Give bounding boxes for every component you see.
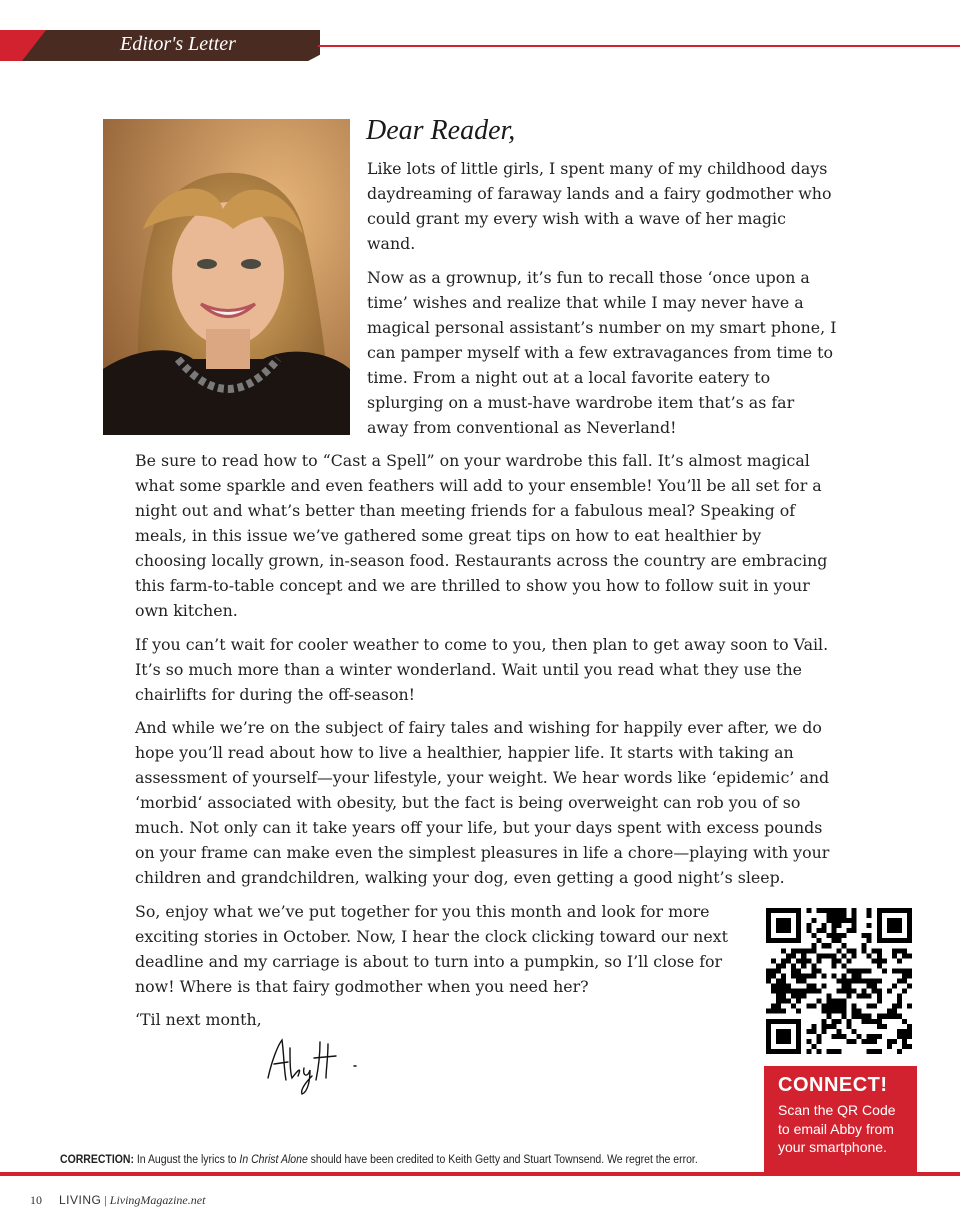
editor-photo: [103, 119, 350, 435]
page-number: 10: [30, 1193, 42, 1207]
letter-paragraph-6: So, enjoy what we’ve put together for you this month and look for more exciting stories in October. Now, I hear the clock clicking toward our next deadline and my carriage is about to turn into a pumpkin, so I’ll close for now! Where is that fairy godmother when you need her?: [135, 902, 728, 996]
letter-paragraph-5: And while we’re on the subject of fairy tales and wishing for happily ever after, we do hope you’ll read about how to live a healthier, happier life. It starts with taking an assessment of yourself—your lifestyle, your weight. We hear words like ‘epidemic’ and ‘morbid‘ associated with obesity, but the fact is being overweight can rob you of so much. Not only can it take years off your life, but your days spent with excess pounds on your frame can make even the simplest pleasures in life a chore—playing with your children and grandchildren, walking your dog, even getting a good night’s sleep.: [135, 718, 830, 887]
connect-box: [764, 1066, 917, 1172]
connect-text: Scan the QR Code to email Abby from your smartphone.: [778, 1102, 896, 1155]
header-rule: [318, 45, 960, 47]
page-footer: [30, 1193, 205, 1208]
footer-rule: [0, 1172, 960, 1176]
greeting: Dear Reader,: [366, 115, 516, 146]
letter-paragraph-4: If you can’t wait for cooler weather to come to you, then plan to get away soon to Vail. It’s so much more than a winter wonderland. Wait until you read what they use the chairlifts for during the off-season!: [135, 635, 829, 704]
letter-paragraph-1: Like lots of little girls, I spent many of my childhood days daydreaming of faraway lands and a fairy godmother who could grant my every wish with a wave of her magic wand.: [367, 159, 832, 253]
footer-separator: |: [104, 1193, 107, 1207]
qr-code[interactable]: [766, 908, 912, 1054]
correction-note: [60, 1152, 698, 1166]
connect-title: CONNECT!: [778, 1074, 888, 1096]
correction-song-title: In Christ Alone: [239, 1152, 308, 1166]
letter-paragraph-2: Now as a grownup, it’s fun to recall those ‘once upon a time’ wishes and realize that while I may never have a magical personal assistant’s number on my smart phone, I can pamper myself with a few extravagances from time to time. From a night out at a local favorite eatery to splurging on a must-have wardrobe item that’s as far away from conventional as Neverland!: [367, 268, 837, 437]
correction-text-before: In August the lyrics to: [133, 1152, 240, 1166]
website-link[interactable]: LivingMagazine.net: [109, 1193, 206, 1207]
letter-paragraph-3: Be sure to read how to “Cast a Spell” on your wardrobe this fall. It’s almost magical what some sparkle and even feathers will add to your ensemble! You’ll be all set for a night out and what’s better than meeting friends for a fabulous meal? Speaking of meals, in this issue we’ve gathered some great tips on how to eat healthier by choosing locally grown, in-season food. Restaurants across the country are embracing this farm-to-table concept and we are thrilled to show you how to follow suit in your own kitchen.: [135, 451, 828, 620]
publication-name: LIVING: [59, 1193, 102, 1207]
section-title: Editor's Letter: [120, 33, 236, 55]
signature: [250, 1030, 370, 1102]
signoff: ‘Til next month,: [135, 1010, 262, 1029]
correction-text-after: should have been credited to Keith Getty and Stuart Townsend. We regret the error.: [307, 1152, 698, 1166]
correction-label: CORRECTION:: [60, 1152, 134, 1166]
